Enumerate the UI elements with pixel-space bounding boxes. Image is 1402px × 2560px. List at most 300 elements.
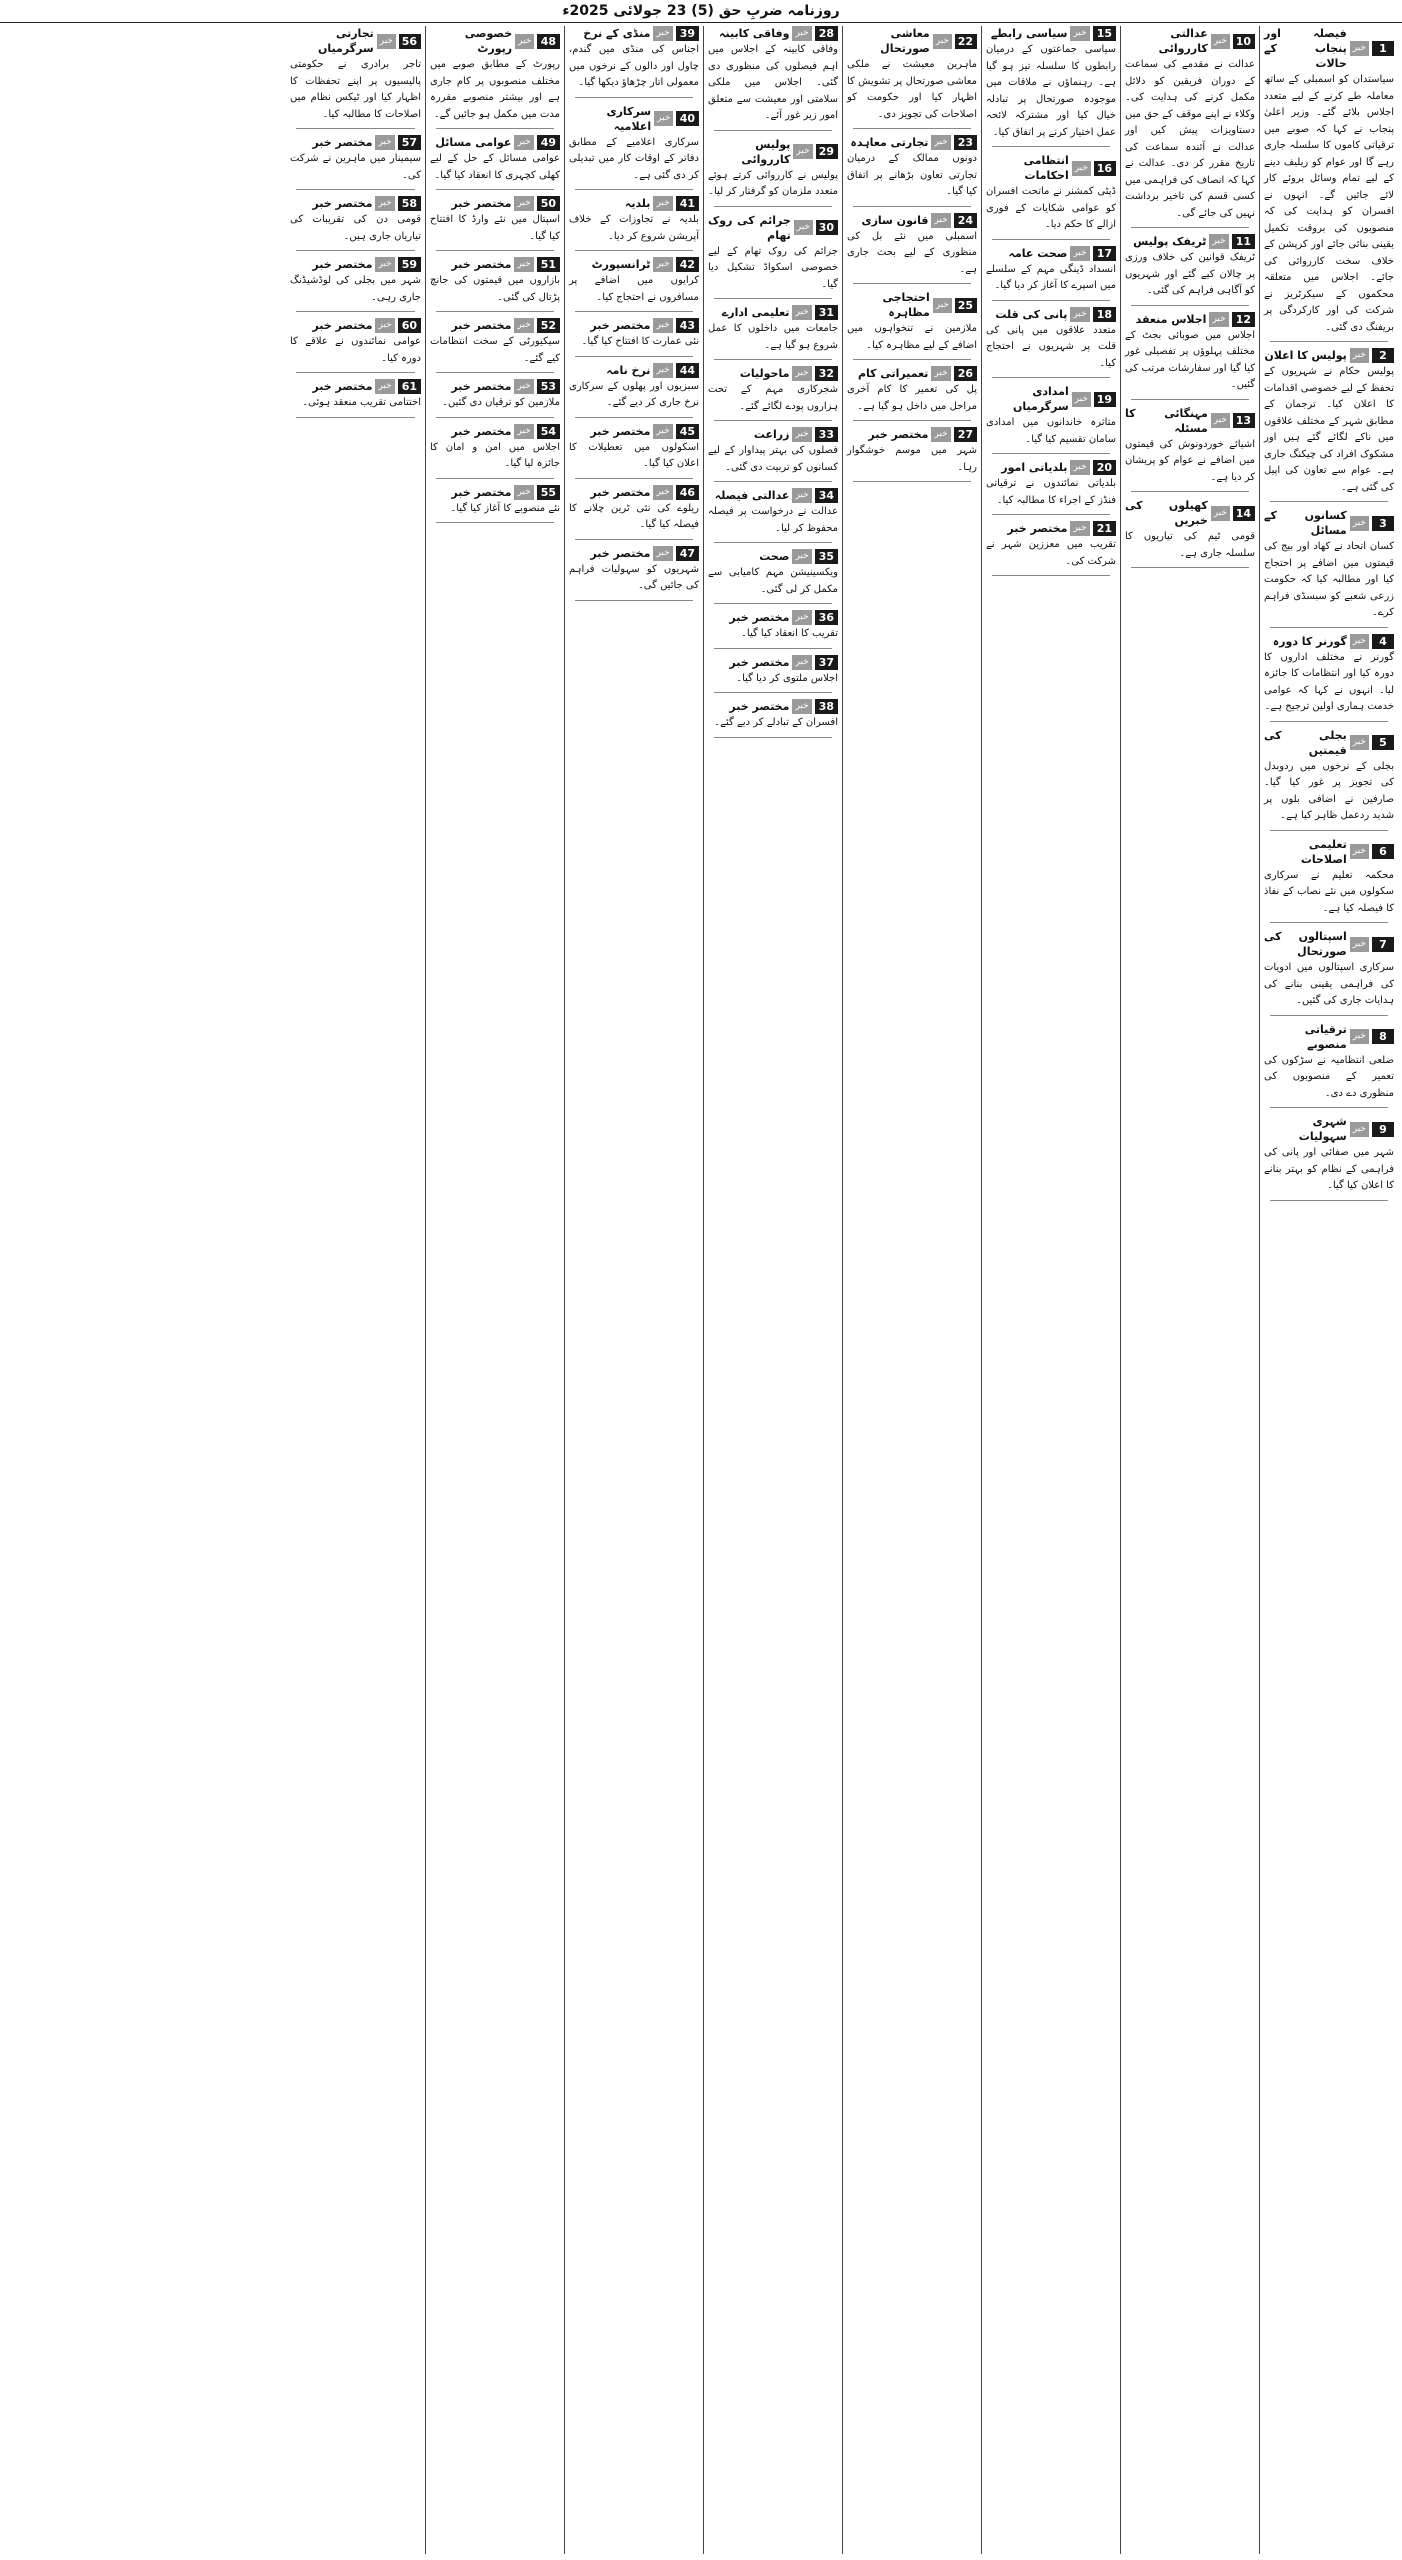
news-item-label: خبر: [514, 135, 533, 150]
news-item: [290, 135, 421, 190]
news-item: [986, 153, 1116, 240]
news-item-body: تقریب میں معززین شہر نے شرکت کی۔: [986, 539, 1116, 567]
news-item-body: ٹریفک قوانین کی خلاف ورزی پر چالان کیے گئے اور شہریوں کو آگاہی فراہم کی گئی۔: [1125, 252, 1255, 296]
news-item-label: خبر: [792, 305, 811, 320]
news-item: [708, 610, 838, 649]
news-item-body: سیکیورٹی کے سخت انتظامات کیے گئے۔: [430, 336, 560, 364]
news-item-number: 20: [1093, 460, 1116, 475]
news-item-header: [1125, 26, 1255, 56]
news-item: [1125, 406, 1255, 493]
news-item-headline: فیصلہ اور پنجاب کے حالات: [1264, 27, 1347, 70]
news-item-body: بلدیہ نے تجاوزات کے خلاف آپریشن شروع کر دیا۔: [569, 214, 699, 242]
news-item-headline: کسانوں کے مسائل: [1264, 509, 1347, 537]
item-divider: [575, 311, 693, 312]
news-item-header: [569, 26, 699, 41]
news-item-label: خبر: [1070, 521, 1089, 536]
news-item-body: افسران کے تبادلے کر دیے گئے۔: [714, 717, 838, 728]
news-item: [569, 196, 699, 251]
news-item-header: [1264, 837, 1394, 867]
news-item-label: خبر: [792, 699, 811, 714]
item-divider: [1131, 491, 1249, 492]
news-item-label: خبر: [1070, 460, 1089, 475]
news-item-body: اسپتال میں نئے وارڈ کا افتتاح کیا گیا۔: [430, 214, 560, 242]
news-item-body: سرکاری اسپتالوں میں ادویات کی فراہمی یقینی بنانے کی ہدایات جاری کی گئیں۔: [1264, 962, 1394, 1006]
news-item-label: خبر: [1070, 307, 1089, 322]
news-item-number: 42: [676, 257, 699, 272]
news-item-body: نئے منصوبے کا آغاز کیا گیا۔: [450, 502, 560, 514]
news-item-label: خبر: [375, 379, 394, 394]
news-item-label: خبر: [653, 26, 672, 41]
news-item-number: 50: [537, 196, 560, 211]
news-item-label: خبر: [653, 424, 672, 439]
news-item-headline: مختصر خبر: [451, 424, 512, 438]
news-item-header: [708, 26, 838, 41]
news-item-label: خبر: [1350, 844, 1369, 859]
news-item: [1264, 26, 1394, 342]
news-item-body: پل کی تعمیر کا کام آخری مراحل میں داخل ہو گیا ہے۔: [847, 384, 977, 412]
news-item-header: [1264, 634, 1394, 649]
item-divider: [436, 128, 554, 129]
news-item-headline: عدالتی فیصلہ: [714, 489, 790, 502]
item-divider: [436, 189, 554, 190]
news-item-headline: تعلیمی ادارے: [721, 306, 790, 319]
news-item-number: 15: [1093, 26, 1116, 41]
news-item-body: دونوں ممالک کے درمیان تجارتی تعاون بڑھانے پر اتفاق کیا گیا۔: [847, 153, 977, 197]
news-item-headline: ٹرانسپورٹ: [591, 258, 651, 271]
item-divider: [1270, 922, 1388, 923]
item-divider: [575, 539, 693, 540]
item-divider: [296, 250, 415, 251]
news-item-header: [708, 427, 838, 442]
news-item-body: عوامی نمائندوں نے علاقے کا دورہ کیا۔: [290, 336, 421, 364]
item-divider: [1270, 1107, 1388, 1108]
item-divider: [1270, 721, 1388, 722]
item-divider: [575, 356, 693, 357]
news-item-body: سیمینار میں ماہرین نے شرکت کی۔: [290, 153, 421, 181]
news-item-label: خبر: [515, 34, 534, 49]
news-item-label: خبر: [1350, 41, 1369, 56]
news-item-headline: مختصر خبر: [312, 258, 373, 271]
item-divider: [1270, 1200, 1388, 1201]
item-divider: [992, 514, 1110, 515]
news-item-header: [290, 196, 421, 211]
news-item: [569, 26, 699, 98]
news-item-body: اسکولوں میں تعطیلات کا اعلان کیا گیا۔: [569, 441, 699, 469]
news-item: [847, 427, 977, 482]
news-item-number: 2: [1372, 348, 1394, 363]
news-item-headline: احتجاجی مظاہرہ: [882, 291, 930, 319]
news-item-headline: اسپتالوں کی صورتحال: [1264, 930, 1347, 958]
item-divider: [853, 359, 971, 360]
news-item-headline: انتظامی احکامات: [1023, 154, 1069, 182]
news-item-label: خبر: [1350, 735, 1369, 750]
news-item-body: سیاستدان کو اسمبلی کے ساتھ معاملہ طے کرنے کے لیے متعدد اجلاس بلائے گئے۔ وزیر اعلیٰ پنجاب نے کہا کہ صوبے میں ترقیاتی کاموں کا سلسلہ جاری رہے گا اور عوام کو ریلیف دینے کے لیے تمام وسائل بروئے کار لائے جائیں گے۔ انہوں نے افسران کو ہدایت کی کہ منصوبوں کی بروقت تکمیل یقینی بنائی جائے اور کرپشن کے خلاف سخت کارروائی کی جائے۔ اجلاس میں متعلقہ محکموں کے سیکرٹریز نے شرکت کی اور کارکردگی پر بریفنگ دی گئی۔: [1264, 74, 1394, 333]
item-divider: [1131, 227, 1249, 228]
news-item-number: 38: [815, 699, 838, 714]
news-item-header: [1125, 498, 1255, 528]
news-item-header: [430, 424, 560, 439]
news-item-body: قومی ٹیم کی تیاریوں کا سلسلہ جاری ہے۔: [1125, 531, 1255, 559]
news-item-number: 12: [1232, 312, 1255, 327]
news-item-headline: مختصر خبر: [451, 380, 512, 393]
news-column: [842, 26, 981, 2554]
item-divider: [296, 189, 415, 190]
news-item-label: خبر: [514, 257, 533, 272]
news-item-number: 49: [537, 135, 560, 150]
item-divider: [575, 97, 693, 98]
news-item-body: محکمہ تعلیم نے سرکاری سکولوں میں نئے نصاب کے نفاذ کا فیصلہ کیا ہے۔: [1264, 869, 1394, 914]
news-item-header: [708, 488, 838, 503]
news-item-header: [986, 307, 1116, 322]
news-item-label: خبر: [792, 655, 811, 670]
news-item-headline: قانون سازی: [861, 213, 929, 227]
news-item-number: 17: [1093, 246, 1116, 261]
news-item-label: خبر: [931, 135, 950, 150]
news-item-body: شہریوں کو سہولیات فراہم کی جائیں گی۔: [569, 563, 699, 591]
news-item-number: 8: [1372, 1029, 1394, 1044]
news-column: [286, 26, 425, 2554]
news-item-number: 10: [1233, 34, 1255, 49]
item-divider: [1270, 830, 1388, 831]
news-item: [430, 257, 560, 312]
item-divider: [575, 189, 693, 190]
news-item: [430, 196, 560, 251]
item-divider: [296, 128, 415, 129]
news-item-body: گورنر نے مختلف اداروں کا دورہ کیا اور انتظامات کا جائزہ لیا۔ انہوں نے کہا کہ عوامی خدمت ہماری اولین ترجیح ہے۔: [1264, 651, 1394, 712]
news-item-body: نئی عمارت کا افتتاح کیا گیا۔: [581, 336, 699, 347]
news-item-headline: جرائم کی روک تھام: [708, 213, 791, 242]
news-item-number: 37: [815, 655, 838, 670]
news-item-body: انسداد ڈینگی مہم کے سلسلے میں اسپرے کا آغاز کر دیا گیا۔: [986, 263, 1116, 291]
news-item-number: 28: [815, 26, 838, 41]
news-column: [703, 26, 842, 2554]
news-item-label: خبر: [375, 196, 394, 211]
item-divider: [714, 692, 832, 693]
news-item-body: عوامی مسائل کے حل کے لیے کھلی کچہری کا انعقاد کیا گیا۔: [430, 153, 560, 181]
news-item-header: [1264, 348, 1394, 363]
news-item-header: [569, 257, 699, 272]
news-item-number: 29: [816, 144, 838, 159]
news-item-header: [569, 318, 699, 333]
news-item-number: 33: [815, 427, 838, 442]
news-item: [986, 521, 1116, 576]
item-divider: [992, 377, 1110, 378]
news-item-label: خبر: [653, 257, 672, 272]
news-item-label: خبر: [653, 196, 672, 211]
news-item-headline: مختصر خبر: [451, 319, 512, 332]
news-item-body: عدالت نے مقدمے کی سماعت کے دوران فریقین کو دلائل مکمل کرنے کی ہدایت کی۔ وکلاء نے اپنے موقف کے حق میں دستاویزات پیش کیں اور عدالت نے آئندہ سماعت کی تاریخ مقرر کر دی۔ عدالت نے کہا کہ انصاف کی فراہمی میں کسی قسم کی تاخیر برداشت نہیں کی جائے گی۔: [1125, 59, 1255, 219]
item-divider: [575, 250, 693, 251]
news-item-headline: اجلاس منعقد: [1135, 312, 1207, 326]
news-item-headline: کھیلوں کی خبریں: [1125, 499, 1208, 527]
news-item-label: خبر: [792, 26, 811, 41]
news-item-number: 26: [954, 366, 977, 381]
item-divider: [296, 372, 415, 373]
news-item-label: خبر: [792, 549, 811, 564]
news-item-label: خبر: [1209, 312, 1228, 327]
news-item-body: اجناس کی منڈی میں گندم، چاول اور دالوں کے نرخوں میں معمولی اتار چڑھاؤ دیکھا گیا۔: [569, 44, 699, 88]
news-item-number: 5: [1372, 735, 1394, 750]
news-item-body: قومی دن کی تقریبات کی تیاریاں جاری ہیں۔: [290, 214, 421, 242]
item-divider: [1131, 567, 1249, 568]
item-divider: [853, 206, 971, 207]
news-item-label: خبر: [931, 366, 950, 381]
news-item-header: [1264, 929, 1394, 959]
news-item-headline: پولیس کا اعلان: [1264, 349, 1347, 362]
news-item-header: [847, 366, 977, 381]
news-item-number: 22: [955, 34, 977, 49]
news-item-label: خبر: [1350, 1122, 1369, 1137]
news-item-number: 19: [1094, 392, 1116, 407]
news-item-body: اسمبلی میں نئے بل کی منظوری کے لیے بحث جاری ہے۔: [847, 230, 977, 275]
news-item: [569, 485, 699, 540]
item-divider: [714, 542, 832, 543]
news-item-header: [569, 196, 699, 211]
item-divider: [1270, 1015, 1388, 1016]
news-item-headline: مختصر خبر: [451, 258, 512, 271]
news-item: [847, 213, 977, 285]
news-column: [1259, 26, 1398, 2554]
news-item-body: شہر میں صفائی اور پانی کی فراہمی کے نظام کو بہتر بنانے کا اعلان کیا گیا۔: [1264, 1147, 1394, 1191]
news-item-headline: ٹریفک پولیس: [1133, 235, 1207, 248]
item-divider: [296, 311, 415, 312]
news-item-body: کرایوں میں اضافے پر مسافروں نے احتجاج کیا۔: [569, 275, 699, 303]
news-item: [847, 290, 977, 360]
item-divider: [714, 603, 832, 604]
news-item-label: خبر: [1072, 161, 1091, 176]
news-item-header: [847, 290, 977, 320]
news-column: [425, 26, 564, 2554]
item-divider: [714, 420, 832, 421]
news-item-header: [1264, 1022, 1394, 1052]
item-divider: [1131, 399, 1249, 400]
news-item-body: ڈپٹی کمشنر نے ماتحت افسران کو عوامی شکایات کے فوری ازالے کا حکم دیا۔: [986, 186, 1116, 230]
news-item-header: [847, 26, 977, 56]
news-item-header: [1125, 406, 1255, 436]
news-item-header: [430, 135, 560, 150]
news-item-headline: مہنگائی کا مسئلہ: [1125, 406, 1208, 435]
news-item-number: 59: [398, 257, 421, 272]
news-item-number: 32: [815, 366, 838, 381]
news-item-body: رپورٹ کے مطابق صوبے میں مختلف منصوبوں پر کام جاری ہے اور بیشتر منصوبے مقررہ مدت میں مکمل ہو جائیں گے۔: [430, 59, 560, 120]
news-item-header: [986, 384, 1116, 414]
item-divider: [1270, 341, 1388, 342]
item-divider: [714, 298, 832, 299]
news-item: [1264, 634, 1394, 722]
item-divider: [714, 206, 832, 207]
news-item-header: [290, 257, 421, 272]
news-item-body: ملازمین کو ترقیاں دی گئیں۔: [442, 397, 560, 408]
news-item-body: بلدیاتی نمائندوں نے ترقیاتی فنڈز کے اجراء کا مطالبہ کیا۔: [986, 478, 1116, 506]
item-divider: [436, 417, 554, 418]
news-item-header: [1125, 312, 1255, 327]
news-item: [569, 318, 699, 357]
news-item-number: 18: [1093, 307, 1116, 322]
news-item-number: 36: [815, 610, 838, 625]
news-item: [986, 246, 1116, 301]
news-item-headline: مختصر خبر: [312, 319, 373, 332]
masthead-date-line: روزنامہ ضربِ حق (5) 23 جولائی 2025ء: [0, 0, 1402, 23]
news-item: [290, 26, 421, 129]
news-item-body: شہر میں بجلی کی لوڈشیڈنگ جاری رہی۔: [290, 275, 421, 303]
news-item: [290, 379, 421, 418]
news-item-number: 51: [537, 257, 560, 272]
news-item-label: خبر: [375, 257, 394, 272]
news-item-header: [708, 305, 838, 320]
news-item: [430, 135, 560, 190]
news-item-number: 14: [1233, 506, 1255, 521]
news-item-headline: مختصر خبر: [590, 319, 651, 332]
news-item-label: خبر: [1070, 26, 1089, 41]
news-item-body: سبزیوں اور پھلوں کے سرکاری نرخ جاری کر دیے گئے۔: [569, 380, 699, 408]
news-item: [569, 363, 699, 418]
news-item-headline: مختصر خبر: [590, 546, 651, 560]
news-item: [430, 318, 560, 373]
news-item: [986, 384, 1116, 454]
news-item-label: خبر: [933, 34, 952, 49]
news-item-headline: زراعت: [753, 428, 790, 441]
news-item-headline: ماحولیات: [739, 367, 790, 380]
news-item-number: 47: [676, 546, 699, 561]
news-item-number: 52: [537, 318, 560, 333]
news-item-label: خبر: [1350, 516, 1369, 531]
news-item-label: خبر: [794, 220, 813, 235]
news-item-number: 60: [398, 318, 421, 333]
news-item-number: 41: [676, 196, 699, 211]
news-item-header: [569, 485, 699, 500]
news-item-number: 61: [398, 379, 421, 394]
news-item-body: ریلوے کی نئی ٹرین چلانے کا فیصلہ کیا گیا۔: [569, 502, 699, 530]
news-item-body: پولیس نے کارروائی کرتے ہوئے متعدد ملزمان کو گرفتار کر لیا۔: [708, 169, 838, 197]
news-item-number: 46: [676, 485, 699, 500]
news-item-number: 55: [537, 485, 560, 500]
item-divider: [714, 648, 832, 649]
news-item: [569, 104, 699, 191]
news-item-headline: خصوصی رپورٹ: [464, 27, 513, 55]
news-item-headline: بجلی کی قیمتیں: [1264, 728, 1347, 757]
news-item-header: [430, 257, 560, 272]
news-item-headline: ترقیاتی منصوبے: [1304, 1022, 1347, 1051]
news-item-label: خبر: [377, 34, 396, 49]
news-item-header: [290, 318, 421, 333]
item-divider: [853, 420, 971, 421]
news-item-header: [708, 366, 838, 381]
news-item-number: 43: [676, 318, 699, 333]
item-divider: [1270, 501, 1388, 502]
news-item-label: خبر: [1211, 34, 1230, 49]
news-item: [1125, 498, 1255, 568]
news-item-number: 57: [398, 135, 421, 150]
news-item-number: 53: [537, 379, 560, 394]
news-item-label: خبر: [514, 318, 533, 333]
news-item-number: 1: [1372, 41, 1394, 56]
news-item-number: 9: [1372, 1122, 1394, 1137]
news-item-label: خبر: [1070, 246, 1089, 261]
news-item-label: خبر: [1072, 392, 1091, 407]
news-item-header: [847, 213, 977, 228]
news-item-label: خبر: [931, 427, 950, 442]
news-item-headline: تعلیمی اصلاحات: [1300, 837, 1347, 866]
news-item-header: [1264, 508, 1394, 538]
news-item-number: 39: [676, 26, 699, 41]
news-item-body: ضلعی انتظامیہ نے سڑکوں کی تعمیر کے منصوبوں کی منظوری دے دی۔: [1264, 1054, 1394, 1099]
news-item-headline: وفاقی کابینہ: [719, 27, 790, 40]
news-item-header: [708, 610, 838, 625]
news-item-headline: بلدیہ: [624, 197, 651, 210]
news-item-label: خبر: [514, 196, 533, 211]
item-divider: [436, 522, 554, 523]
item-divider: [853, 481, 971, 482]
news-item-number: 56: [399, 34, 421, 49]
news-item: [1264, 728, 1394, 831]
news-item-header: [1264, 1114, 1394, 1144]
news-item: [430, 485, 560, 524]
news-item: [1125, 26, 1255, 228]
news-item-headline: مختصر خبر: [729, 655, 790, 669]
news-item: [1125, 312, 1255, 400]
news-item: [1264, 348, 1394, 502]
news-item-number: 6: [1372, 844, 1394, 859]
news-item-number: 34: [815, 488, 838, 503]
news-item-body: جرائم کی روک تھام کے لیے خصوصی اسکواڈ تشکیل دیا گیا۔: [708, 245, 838, 290]
news-item-header: [708, 213, 838, 243]
news-item-headline: مختصر خبر: [1007, 522, 1068, 535]
news-item: [1264, 1114, 1394, 1201]
news-item-number: 24: [954, 213, 977, 228]
news-item-body: عدالت نے درخواست پر فیصلہ محفوظ کر لیا۔: [708, 506, 838, 534]
news-item-body: شجرکاری مہم کے تحت ہزاروں پودے لگائے گئے۔: [708, 384, 838, 412]
news-item-body: بازاروں میں قیمتوں کی جانچ پڑتال کی گئی۔: [430, 275, 560, 303]
news-item-headline: نرخ نامہ: [606, 363, 651, 377]
news-item-header: [430, 26, 560, 56]
news-item-headline: مختصر خبر: [312, 197, 373, 210]
news-item-number: 13: [1233, 413, 1255, 428]
news-item: [708, 366, 838, 421]
news-item: [708, 26, 838, 131]
news-item: [1264, 1022, 1394, 1109]
news-item-body: شہر میں موسم خوشگوار رہا۔: [847, 445, 977, 473]
news-item-label: خبر: [792, 610, 811, 625]
news-item-label: خبر: [1211, 413, 1230, 428]
news-item-headline: سیاسی رابطے: [990, 27, 1068, 40]
news-item-body: اجلاس ملتوی کر دیا گیا۔: [736, 672, 838, 684]
news-item-number: 40: [676, 111, 699, 126]
news-item-body: جامعات میں داخلوں کا عمل شروع ہو گیا ہے۔: [708, 323, 838, 351]
news-item: [430, 424, 560, 479]
news-item-headline: مختصر خبر: [312, 136, 373, 149]
news-item-label: خبر: [792, 366, 811, 381]
news-item-label: خبر: [1211, 506, 1230, 521]
news-item: [430, 379, 560, 418]
news-column: [981, 26, 1120, 2554]
news-item-number: 30: [816, 220, 838, 235]
news-item-label: خبر: [514, 424, 533, 439]
news-item: [290, 318, 421, 373]
news-item: [847, 26, 977, 129]
news-item-label: خبر: [792, 427, 811, 442]
news-item-headline: مختصر خبر: [312, 380, 373, 393]
news-item-headline: بلدیاتی امور: [1001, 461, 1068, 474]
news-item-label: خبر: [1350, 348, 1369, 363]
item-divider: [992, 300, 1110, 301]
item-divider: [436, 478, 554, 479]
news-item: [1264, 929, 1394, 1016]
news-item: [290, 257, 421, 312]
news-item-label: خبر: [514, 485, 533, 500]
item-divider: [992, 239, 1110, 240]
news-item-header: [430, 196, 560, 211]
news-item: [708, 137, 838, 207]
